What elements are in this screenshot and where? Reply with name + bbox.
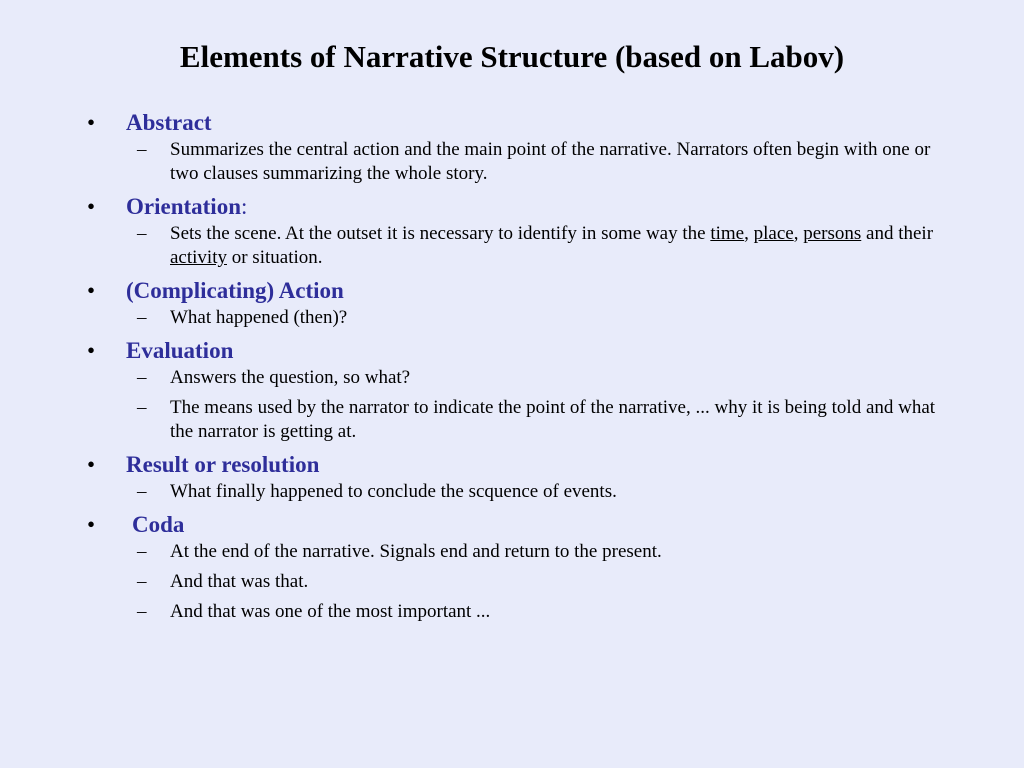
text-run: or situation. bbox=[226, 247, 323, 268]
bullet-heading: Abstract bbox=[126, 110, 212, 135]
bullet-abstract bbox=[84, 108, 944, 138]
bullet-marker: • bbox=[87, 278, 96, 303]
bullet-heading: (Complicating) Action bbox=[126, 278, 344, 303]
bullet-coda bbox=[84, 510, 944, 540]
bullet-marker: • bbox=[87, 338, 96, 363]
text-run: Sets the scene. At the outset it is necessary to identify in some way the bbox=[170, 223, 711, 244]
dash-marker: – bbox=[137, 601, 147, 622]
dash-marker: – bbox=[137, 397, 147, 418]
text-run: , bbox=[793, 223, 804, 244]
bullet-complicating-action bbox=[84, 276, 944, 306]
dash-marker: – bbox=[137, 307, 147, 328]
sub-bullet-text: And that was one of the most important ... bbox=[170, 601, 491, 622]
sub-bullet bbox=[84, 570, 944, 594]
sub-bullet bbox=[84, 600, 944, 624]
sub-bullet-text: At the end of the narrative. Signals end and return to the present. bbox=[170, 541, 662, 562]
sub-bullet-text: Answers the question, so what? bbox=[170, 367, 411, 388]
dash-marker: – bbox=[137, 541, 147, 562]
sub-bullet-text bbox=[170, 223, 933, 268]
sub-bullet bbox=[84, 540, 944, 564]
bullet-heading: Orientation bbox=[126, 194, 241, 219]
sub-bullet bbox=[84, 366, 944, 390]
bullet-evaluation bbox=[84, 336, 944, 366]
sub-bullet bbox=[84, 222, 944, 270]
dash-marker: – bbox=[137, 367, 147, 388]
bullet-marker: • bbox=[87, 194, 96, 219]
sub-bullet-text: What happened (then)? bbox=[170, 307, 348, 328]
sub-bullet-text: What finally happened to conclude the scquence of events. bbox=[170, 481, 617, 502]
dash-marker: – bbox=[137, 481, 147, 502]
dash-marker: – bbox=[137, 223, 147, 244]
heading-colon: : bbox=[241, 194, 248, 219]
bullet-heading: Coda bbox=[132, 512, 185, 537]
slide-title: Elements of Narrative Structure (based on Labov) bbox=[179, 39, 845, 74]
bullet-marker: • bbox=[87, 452, 96, 477]
bullet-list bbox=[84, 106, 944, 630]
bullet-marker: • bbox=[87, 512, 96, 537]
sub-bullet-text: And that was that. bbox=[170, 571, 309, 592]
sub-bullet bbox=[84, 480, 944, 504]
text-run: , bbox=[744, 223, 754, 244]
sub-bullet bbox=[84, 396, 944, 444]
bullet-orientation bbox=[84, 192, 944, 222]
underlined-term-place: place bbox=[753, 223, 794, 244]
underlined-term-time: time bbox=[710, 223, 745, 244]
bullet-marker: • bbox=[87, 110, 96, 135]
dash-marker: – bbox=[137, 571, 147, 592]
dash-marker: – bbox=[137, 139, 147, 160]
bullet-heading: Evaluation bbox=[126, 338, 234, 363]
underlined-term-persons: persons bbox=[803, 223, 862, 244]
sub-bullet bbox=[84, 306, 944, 330]
sub-bullet-text: Summarizes the central action and the main point of the narrative. Narrators often begin with one or two clauses summarizing the whole story. bbox=[170, 139, 931, 184]
bullet-result bbox=[84, 450, 944, 480]
sub-bullet-text: The means used by the narrator to indicate the point of the narrative, ... why it is being told and what the narrator is getting at. bbox=[170, 397, 936, 442]
text-run: and their bbox=[861, 223, 934, 244]
bullet-heading: Result or resolution bbox=[126, 452, 320, 477]
sub-bullet bbox=[84, 138, 944, 186]
underlined-term-activity: activity bbox=[170, 247, 227, 268]
